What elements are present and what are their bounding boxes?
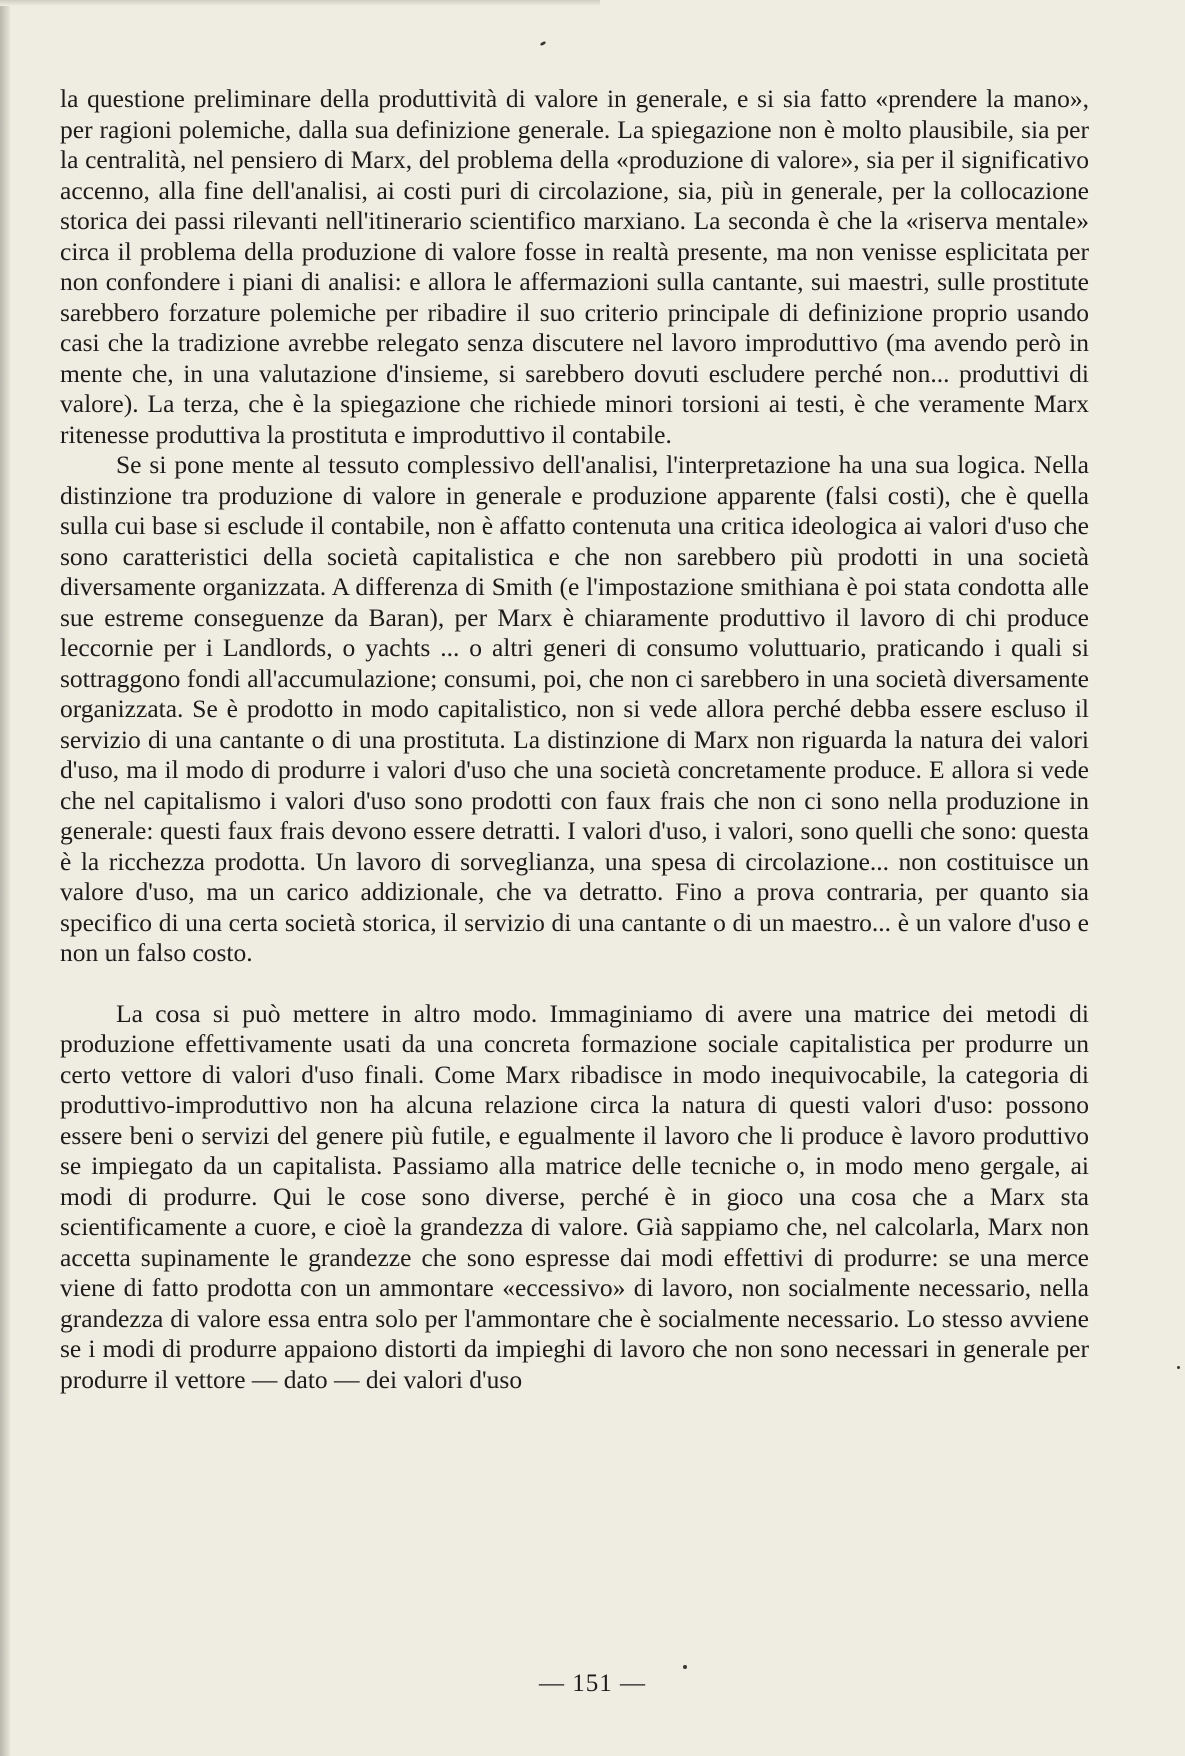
ink-speck <box>1177 1366 1180 1369</box>
page-body <box>60 84 1089 1395</box>
ink-speck <box>683 1665 687 1669</box>
page-top-shadow <box>0 0 600 6</box>
ink-speck <box>540 41 547 47</box>
paragraph-3: La cosa si può mettere in altro modo. Immaginiamo di avere una matrice dei metodi di produzione effettivamente usati da una concreta formazione sociale capitalistica per produrre un certo vettore di valori d'uso finali. Come Marx ribadisce in modo inequivocabile, la categoria di produttivo-improduttivo non ha alcuna relazione circa la natura di questi valori d'uso: possono essere beni o servizi del genere più futile, e egualmente il lavoro che li produce è lavoro produttivo se impiegato da un capitalista. Passiamo alla matrice delle tecniche o, in modo meno gergale, ai modi di produrre. Qui le cose sono diverse, perché è in gioco una cosa che a Marx sta scientificamente a cuore, e cioè la grandezza di valore. Già sappiamo che, nel calcolarla, Marx non accetta supinamente le grandezze che sono espresse dai modi effettivi di produrre: se una merce viene di fatto prodotta con un ammontare «eccessivo» di lavoro, non socialmente necessario, nella grandezza di valore essa entra solo per l'ammontare che è socialmente necessario. Lo stesso avviene se i modi di produrre appaiono distorti da impieghi di lavoro che non sono necessari in generale per produrre il vettore — dato — dei valori d'uso <box>60 998 1089 1394</box>
paragraph-2: Se si pone mente al tessuto complessivo dell'analisi, l'interpretazione ha una sua logica. Nella distinzione tra produzione di valore in generale e produzione apparente (falsi costi), che è quella sulla cui base si esclude il contabile, non è affatto contenuta una critica ideologica ai valori d'uso che sono caratteristici della società capitalistica e che non sarebbero più prodotti in una società diversamente organizzata. A differenza di Smith (e l'impostazione smithiana è poi stata condotta alle sue estreme conseguenze da Baran), per Marx è chiaramente produttivo il lavoro di chi produce leccornie per i Landlords, o yachts ... o altri generi di consumo voluttuario, praticando i quali si sottraggono fondi all'accumulazione; consumi, poi, che non ci sarebbero in una società diversamente organizzata. Se è prodotto in modo capitalistico, non si vede allora perché debba essere escluso il servizio di una cantante o di una prostituta. La distinzione di Marx non riguarda la natura dei valori d'uso, ma il modo di produrre i valori d'uso che una società concretamente produce. E allora si vede che nel capitalismo i valori d'uso sono prodotti con faux frais che non ci sono nella produzione in generale: questi faux frais devono essere detratti. I valori d'uso, i valori, sono quelli che sono: questa è la ricchezza prodotta. Un lavoro di sorveglianza, una spesa di circolazione... non costituisce un valore d'uso, ma un carico addizionale, che va detratto. Fino a prova contraria, per quanto sia specifico di una certa società storica, il servizio di una cantante o di un maestro... è un valore d'uso e non un falso costo. <box>60 450 1089 967</box>
page-number: — 151 — <box>539 1670 646 1697</box>
page-binding-shadow <box>0 0 10 1756</box>
paragraph-1: la questione preliminare della produttività di valore in generale, e si sia fatto «prendere la mano», per ragioni polemiche, dalla sua definizione generale. La spiegazione non è molto plausibile, sia per la centralità, nel pensiero di Marx, del problema della «produzione di valore», sia per il significativo accenno, alla fine dell'analisi, ai costi puri di circolazione, sia, più in generale, per la collocazione storica dei passi rilevanti nell'itinerario scientifico marxiano. La seconda è che la «riserva mentale» circa il problema della produzione di valore fosse in realtà presente, ma non venisse esplicitata per non confondere i piani di analisi: e allora le affermazioni sulla cantante, sui maestri, sulle prostitute sarebbero forzature polemiche per ribadire il suo criterio principale di definizione proprio usando casi che la tradizione avrebbe relegato senza discutere nel lavoro improduttivo (ma avendo però in mente che, in una valutazione d'insieme, si sarebbero dovuti escludere perché non... produttivi di valore). La terza, che è la spiegazione che richiede minori torsioni ai testi, è che veramente Marx ritenesse produttiva la prostituta e improduttivo il contabile. <box>60 84 1089 449</box>
